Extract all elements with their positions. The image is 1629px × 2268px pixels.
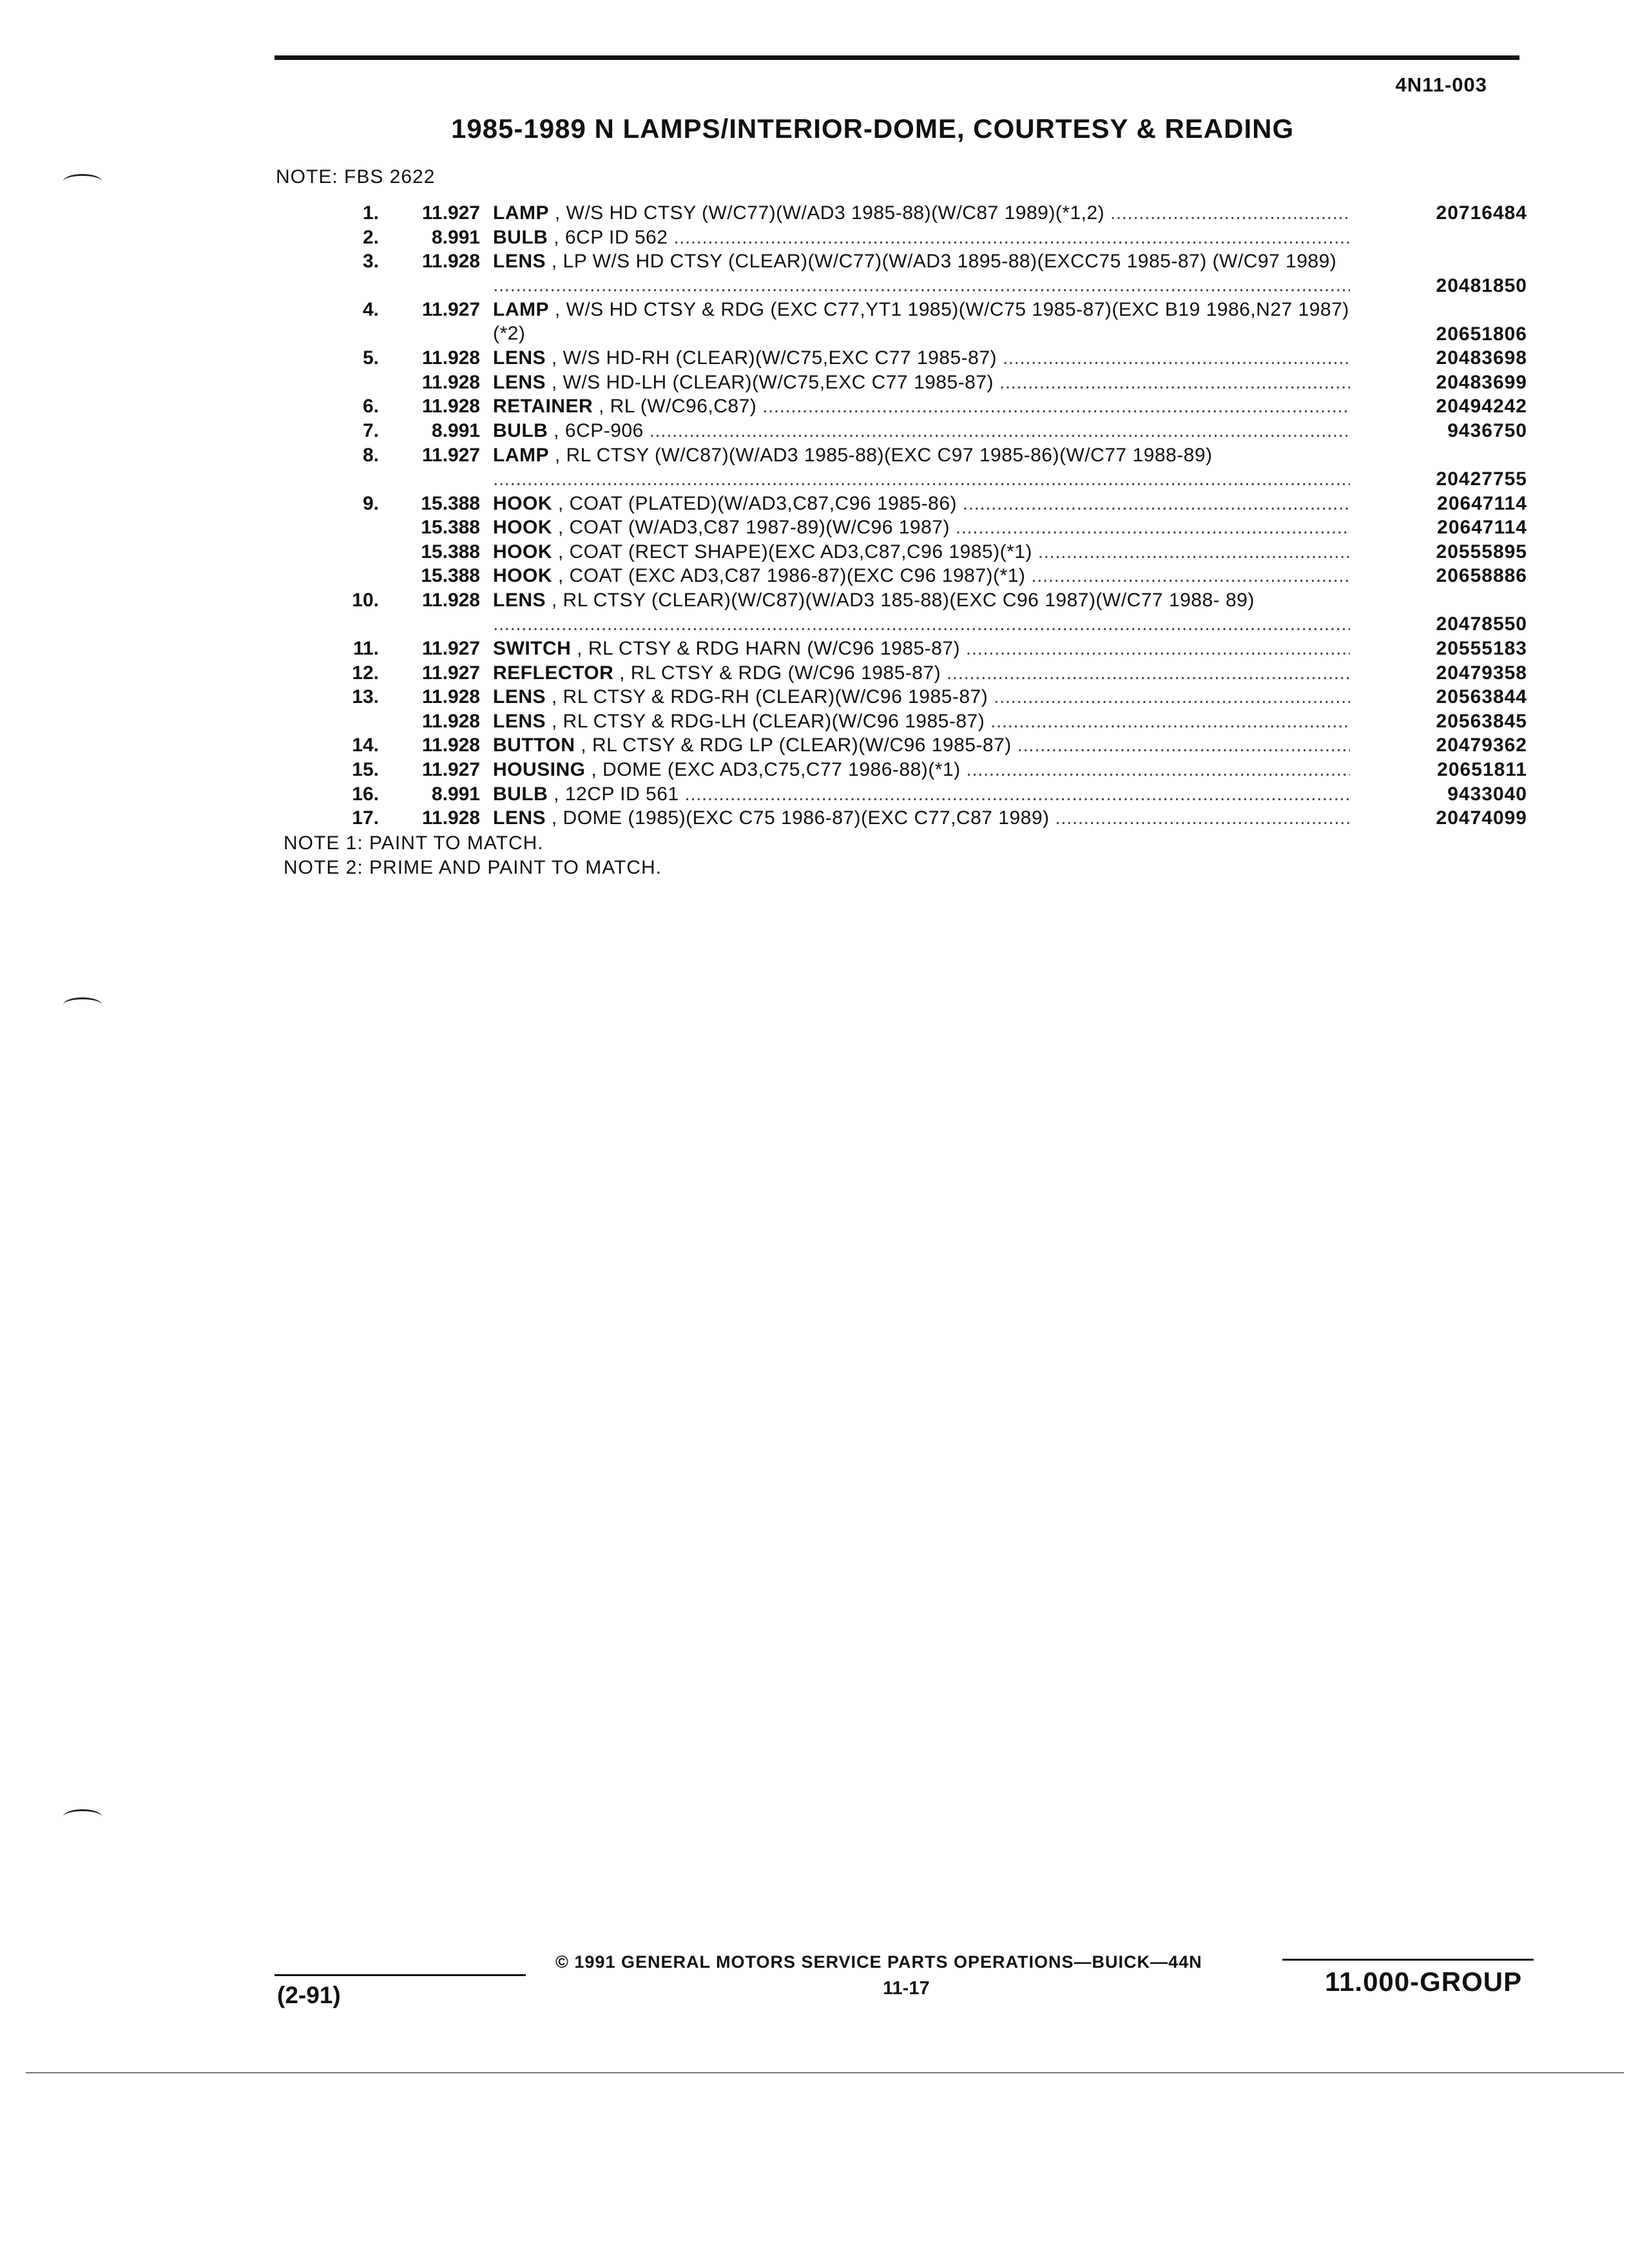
part-detail: , COAT (EXC AD3,C87 1986-87)(EXC C96 1987)(*1) xyxy=(557,565,1026,587)
part-description xyxy=(493,564,1350,588)
group-number: 11.928 xyxy=(421,710,480,732)
part-row xyxy=(335,419,1527,443)
group-number: 11.927 xyxy=(421,662,480,684)
part-name: HOUSING xyxy=(493,758,586,780)
part-description xyxy=(493,540,1350,564)
part-detail: , RL CTSY & RDG HARN (W/C96 1985-87) xyxy=(577,637,960,659)
part-description xyxy=(493,515,1350,540)
part-description xyxy=(493,758,1350,782)
part-description xyxy=(493,394,1350,419)
part-number: 20555895 xyxy=(1436,541,1527,562)
part-detail: , RL CTSY (CLEAR)(W/C87)(W/AD3 185-88)(EXC C96 1987)(W/C77 1988- 89) xyxy=(551,589,1255,611)
part-number: 20479358 xyxy=(1436,662,1527,684)
group-number: 11.927 xyxy=(421,299,480,321)
part-name: LAMP xyxy=(493,202,549,224)
part-detail: , RL CTSY & RDG-RH (CLEAR)(W/C96 1985-87) xyxy=(551,686,988,708)
part-description xyxy=(493,661,1350,686)
part-row xyxy=(335,588,1527,637)
part-row xyxy=(335,806,1527,831)
footer-group: 11.000-GROUP xyxy=(1325,1966,1523,1997)
part-description xyxy=(493,733,1350,758)
part-number: 20647114 xyxy=(1437,517,1527,539)
footer-rule-right xyxy=(1282,1959,1534,1961)
part-detail: , RL CTSY & RDG-LH (CLEAR)(W/C96 1985-87) xyxy=(551,710,985,732)
group-number: 11.928 xyxy=(421,686,480,708)
part-row xyxy=(335,226,1527,250)
part-detail: , DOME (1985)(EXC C75 1986-87)(EXC C77,C87 1989) xyxy=(551,807,1050,829)
part-number: 9436750 xyxy=(1447,419,1527,441)
footer-copyright: © 1991 GENERAL MOTORS SERVICE PARTS OPERATIONS—BUICK—44N xyxy=(555,1952,1202,1972)
part-name: BULB xyxy=(493,419,548,441)
notes-section xyxy=(284,831,662,880)
group-number: 11.928 xyxy=(421,807,480,829)
part-number: 20555183 xyxy=(1436,637,1527,659)
part-description xyxy=(493,298,1350,346)
part-number: 20494242 xyxy=(1436,396,1527,418)
part-name: LENS xyxy=(493,347,546,369)
part-row xyxy=(335,298,1527,346)
part-name: HOOK xyxy=(493,492,552,514)
part-row xyxy=(335,492,1527,516)
part-description xyxy=(493,226,1350,250)
part-description xyxy=(493,443,1350,492)
part-detail: , DOME (EXC AD3,C75,C77 1986-88)(*1) xyxy=(591,758,961,780)
part-detail: , 6CP-906 xyxy=(554,419,644,441)
part-description xyxy=(493,492,1350,516)
part-number: 20478550 xyxy=(1436,613,1527,635)
item-number: 17. xyxy=(352,807,379,829)
part-name: LAMP xyxy=(493,444,549,466)
item-number: 15. xyxy=(352,758,379,780)
part-description xyxy=(493,806,1350,831)
part-name: LENS xyxy=(493,589,546,611)
note-1: NOTE 1: PAINT TO MATCH. xyxy=(284,832,544,854)
part-name: LAMP xyxy=(493,299,549,321)
part-description xyxy=(493,709,1350,734)
part-description xyxy=(493,249,1350,298)
part-detail: , RL (W/C96,C87) xyxy=(598,396,757,418)
page-code: 4N11-003 xyxy=(1395,73,1487,96)
item-number: 10. xyxy=(352,589,379,611)
item-number: 13. xyxy=(352,686,379,708)
part-detail: , COAT (PLATED)(W/AD3,C87,C96 1985-86) xyxy=(557,492,958,514)
part-description xyxy=(493,685,1350,709)
part-row xyxy=(335,346,1527,370)
part-row xyxy=(335,249,1527,298)
part-row xyxy=(335,733,1527,758)
header-rule xyxy=(275,55,1519,60)
part-name: RETAINER xyxy=(493,396,593,418)
part-name: HOOK xyxy=(493,517,552,539)
part-number: 20716484 xyxy=(1436,202,1527,224)
part-number: 20563844 xyxy=(1436,686,1527,708)
header-note: NOTE: FBS 2622 xyxy=(276,166,436,187)
item-number: 11. xyxy=(352,637,379,659)
group-number: 11.927 xyxy=(421,758,480,780)
part-name: BULB xyxy=(493,783,548,805)
part-name: HOOK xyxy=(493,541,552,562)
group-number: 8.991 xyxy=(431,419,480,441)
part-name: REFLECTOR xyxy=(493,662,614,684)
group-number: 11.928 xyxy=(421,735,480,756)
binder-mark xyxy=(63,1809,102,1824)
part-detail: , W/S HD-LH (CLEAR)(W/C75,EXC C77 1985-87) xyxy=(551,371,994,393)
group-number: 11.927 xyxy=(421,202,480,224)
part-description xyxy=(493,588,1350,637)
part-row xyxy=(335,685,1527,709)
note-2: NOTE 2: PRIME AND PAINT TO MATCH. xyxy=(284,857,662,878)
part-name: BULB xyxy=(493,226,548,248)
part-row xyxy=(335,443,1527,492)
part-row xyxy=(335,661,1527,686)
item-number: 3. xyxy=(362,251,379,273)
part-number: 20481850 xyxy=(1436,274,1527,296)
part-detail: , W/S HD-RH (CLEAR)(W/C75,EXC C77 1985-87) xyxy=(551,347,998,369)
item-number: 7. xyxy=(362,419,379,441)
part-number: 20651806 xyxy=(1436,323,1527,345)
part-number: 9433040 xyxy=(1447,783,1527,805)
part-row xyxy=(335,709,1527,734)
part-detail: , COAT (W/AD3,C87 1987-89)(W/C96 1987) xyxy=(557,517,950,539)
part-number: 20427755 xyxy=(1436,468,1527,490)
group-number: 15.388 xyxy=(421,565,480,587)
binder-mark xyxy=(63,997,102,1012)
footer-date: (2-91) xyxy=(277,1982,341,2008)
binder-mark xyxy=(63,174,102,189)
part-number: 20651811 xyxy=(1437,758,1527,780)
part-description xyxy=(493,201,1350,226)
group-number: 11.928 xyxy=(421,251,480,273)
part-name: LENS xyxy=(493,371,546,393)
part-row xyxy=(335,394,1527,419)
part-detail: , 6CP ID 562 xyxy=(554,226,668,248)
part-row xyxy=(335,782,1527,807)
part-detail: , COAT (RECT SHAPE)(EXC AD3,C87,C96 1985)(*1) xyxy=(557,541,1032,562)
part-detail: , W/S HD CTSY (W/C77)(W/AD3 1985-88)(W/C87 1989)(*1,2) xyxy=(554,202,1105,224)
group-number: 11.927 xyxy=(421,444,480,466)
part-name: LENS xyxy=(493,686,546,708)
group-number: 11.928 xyxy=(421,589,480,611)
part-row xyxy=(335,201,1527,226)
part-row xyxy=(335,637,1527,661)
item-number: 1. xyxy=(362,202,379,224)
group-number: 8.991 xyxy=(431,783,480,805)
part-description xyxy=(493,346,1350,370)
part-row xyxy=(335,540,1527,564)
group-number: 15.388 xyxy=(421,492,480,514)
part-name: LENS xyxy=(493,251,546,273)
part-number: 20483699 xyxy=(1436,371,1527,393)
part-row xyxy=(335,564,1527,588)
part-detail: , LP W/S HD CTSY (CLEAR)(W/C77)(W/AD3 1895-88)(EXCC75 1985-87) (W/C97 1989) xyxy=(551,251,1337,273)
part-number: 20474099 xyxy=(1436,807,1527,829)
item-number: 5. xyxy=(362,347,379,369)
part-number: 20483698 xyxy=(1436,347,1527,369)
part-description xyxy=(493,782,1350,807)
group-number: 15.388 xyxy=(421,541,480,562)
group-number: 11.928 xyxy=(421,347,480,369)
part-description xyxy=(493,370,1350,395)
part-detail: , RL CTSY (W/C87)(W/AD3 1985-88)(EXC C97 1985-86)(W/C77 1988-89) xyxy=(554,444,1213,466)
item-number: 8. xyxy=(362,444,379,466)
item-number: 14. xyxy=(352,735,379,756)
item-number: 6. xyxy=(362,396,379,418)
part-number: 20563845 xyxy=(1436,710,1527,732)
group-number: 11.927 xyxy=(421,637,480,659)
parts-list xyxy=(335,201,1527,831)
group-number: 15.388 xyxy=(421,517,480,539)
footer-rule-left xyxy=(275,1974,526,1976)
part-detail: , RL CTSY & RDG LP (CLEAR)(W/C96 1985-87) xyxy=(581,735,1012,756)
item-number: 4. xyxy=(362,299,379,321)
part-row xyxy=(335,515,1527,540)
part-name: SWITCH xyxy=(493,637,572,659)
part-number: 20647114 xyxy=(1437,492,1527,514)
group-number: 8.991 xyxy=(431,226,480,248)
item-number: 9. xyxy=(362,492,379,514)
scan-edge-line xyxy=(26,2072,1624,2073)
part-name: LENS xyxy=(493,710,546,732)
footer-page-number: 11-17 xyxy=(883,1978,930,1999)
part-row xyxy=(335,370,1527,395)
part-description xyxy=(493,637,1350,661)
group-number: 11.928 xyxy=(421,371,480,393)
group-number: 11.928 xyxy=(421,396,480,418)
item-number: 12. xyxy=(352,662,379,684)
item-number: 16. xyxy=(352,783,379,805)
part-number: 20479362 xyxy=(1436,735,1527,756)
part-number: 20658886 xyxy=(1436,565,1527,587)
part-name: LENS xyxy=(493,807,546,829)
part-name: HOOK xyxy=(493,565,552,587)
page-title: 1985-1989 N LAMPS/INTERIOR-DOME, COURTESY & READING xyxy=(451,113,1295,144)
part-row xyxy=(335,758,1527,782)
part-name: BUTTON xyxy=(493,735,575,756)
part-detail: , RL CTSY & RDG (W/C96 1985-87) xyxy=(619,662,941,684)
item-number: 2. xyxy=(362,226,379,248)
part-detail: , W/S HD CTSY & RDG (EXC C77,YT1 1985)(W/C75 1985-87)(EXC B19 1986,N27 1987)(*2) xyxy=(493,299,1349,345)
part-description xyxy=(493,419,1350,443)
part-detail: , 12CP ID 561 xyxy=(554,783,679,805)
